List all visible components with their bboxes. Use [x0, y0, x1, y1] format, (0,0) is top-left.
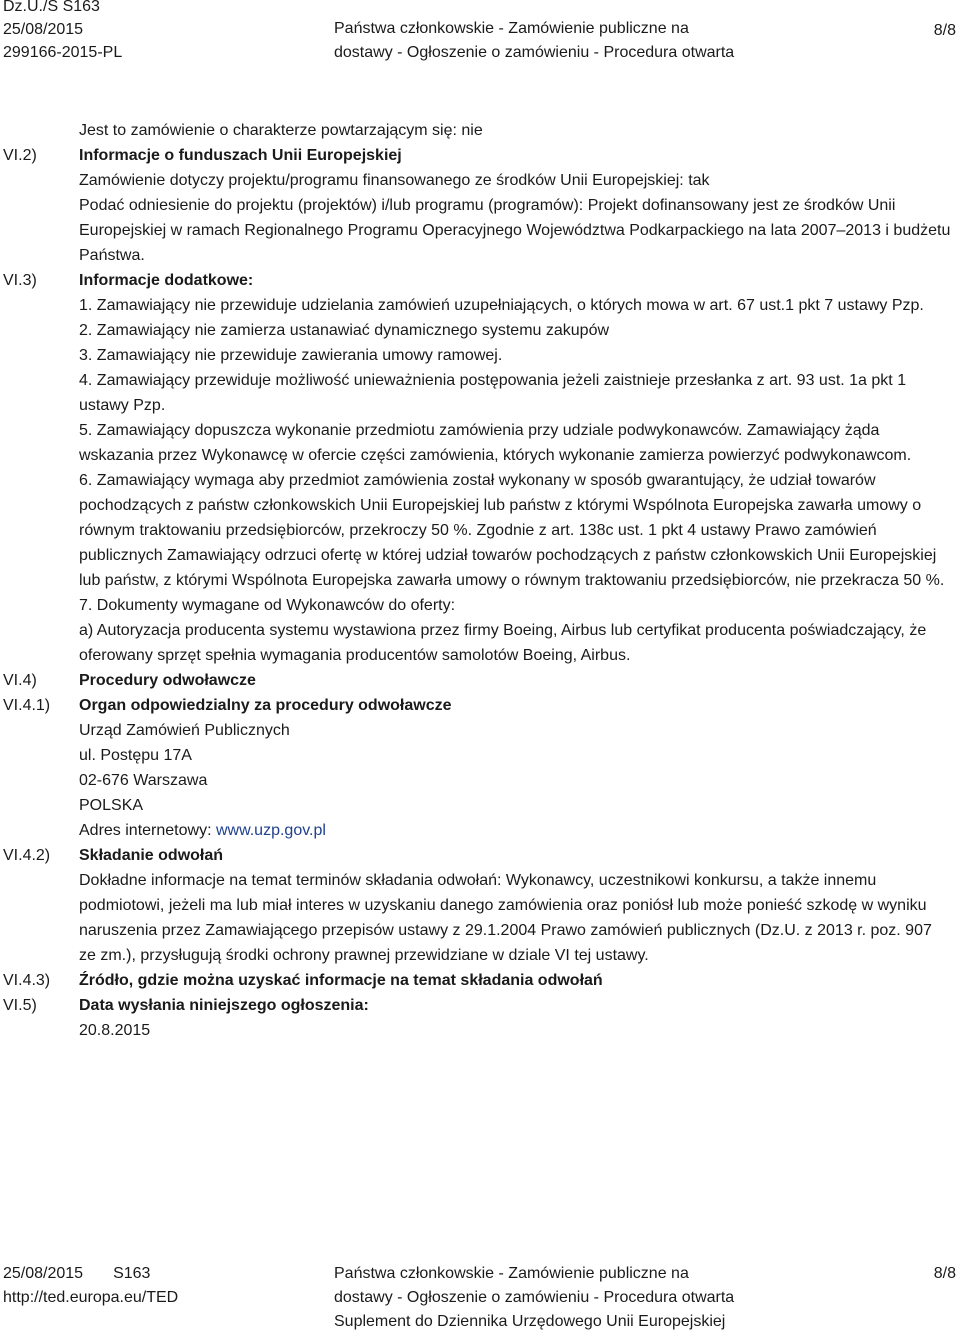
web-label: Adres internetowy:	[79, 822, 216, 839]
section-number: VI.4.1)	[3, 697, 51, 714]
info-item: 6. Zamawiający wymaga aby przedmiot zamówienia został wykonany w sposób gwarantujący, że udział towarów pochodzących z państw członkowskich Unii Europejskiej lub państw z którymi Wspólnota Europejska zawarła umowy o równym traktowaniu przedsiębiorców, przekroczy 50 %. Zgodnie z art. 138c ust. 1 pkt 4 ustawy Prawo zamówień publicznych Zamawiający odrzuci ofertę w której udział towarów pochodzących z państw członkowskich Unii Europejskiej lub państw, z którymi Wspólnota Europejska zawarła umowy o równym traktowaniu przedsiębiorców, nie przekracza 50 %.	[79, 472, 945, 589]
document-content	[0, 118, 960, 1043]
section-vi5	[0, 993, 960, 1043]
page-header	[0, 0, 960, 70]
section-heading: Procedury odwoławcze	[79, 672, 256, 689]
footer-page-number: 8/8	[933, 1265, 956, 1282]
review-body-country: POLSKA	[79, 797, 144, 814]
footer-issue: S163	[113, 1265, 151, 1282]
review-body-name: Urząd Zamówień Publicznych	[79, 722, 290, 739]
section-vi42	[0, 843, 960, 968]
section-vi4	[0, 668, 960, 693]
footer-url[interactable]: http://ted.europa.eu/TED	[3, 1289, 179, 1306]
section-heading: Informacje dodatkowe:	[79, 272, 254, 289]
recurring-text: Jest to zamówienie o charakterze powtarzającym się: nie	[79, 122, 483, 139]
section-vi41	[0, 693, 960, 843]
header-title	[334, 18, 794, 66]
section-number: VI.4.2)	[3, 847, 51, 864]
info-item: 7. Dokumenty wymagane od Wykonawców do oferty:	[79, 597, 456, 614]
header-title-line1: Państwa członkowskie - Zamówienie publiczne na	[334, 20, 689, 37]
info-item: 1. Zamawiający nie przewiduje udzielania zamówień uzupełniających, o których mowa w art. 67 ust.1 pkt 7 ustawy Pzp.	[79, 297, 924, 314]
section-number: VI.4.3)	[3, 972, 51, 989]
section-number: VI.3)	[3, 272, 37, 289]
review-body-city: 02-676 Warszawa	[79, 772, 208, 789]
header-left	[3, 0, 122, 65]
page-footer	[0, 1262, 960, 1334]
section-vi3	[0, 268, 960, 668]
footer-date-issue	[3, 1262, 178, 1286]
header-date: 25/08/2015	[3, 21, 84, 38]
journal-ref: Dz.U./S S163	[3, 0, 100, 15]
eu-funds-line: Zamówienie dotyczy projektu/programu finansowanego ze środków Unii Europejskiej: tak	[79, 172, 710, 189]
section-number: VI.5)	[3, 997, 37, 1014]
header-title-line2: dostawy - Ogłoszenie o zamówieniu - Procedura otwarta	[334, 44, 735, 61]
dispatch-date: 20.8.2015	[79, 1022, 151, 1039]
web-link[interactable]: www.uzp.gov.pl	[215, 822, 326, 839]
footer-title-line3: Suplement do Dziennika Urzędowego Unii Europejskiej	[334, 1313, 726, 1330]
section-number: VI.4)	[3, 672, 37, 689]
section-vi43	[0, 968, 960, 993]
section-heading: Źródło, gdzie można uzyskać informacje na temat składania odwołań	[79, 972, 603, 989]
review-body-web	[79, 818, 951, 843]
info-item: a) Autoryzacja producenta systemu wystawiona przez firmy Boeing, Airbus lub certyfikat producenta poświadczający, że oferowany sprzęt spełnia wymagania producentów samolotów Boeing, Airbus.	[79, 622, 927, 664]
footer-title	[334, 1262, 794, 1334]
review-body-street: ul. Postępu 17A	[79, 747, 192, 764]
footer-date: 25/08/2015	[3, 1265, 84, 1282]
recurring-row	[0, 118, 960, 143]
info-item: 2. Zamawiający nie zamierza ustanawiać dynamicznego systemu zakupów	[79, 322, 610, 339]
header-page-number: 8/8	[933, 22, 956, 39]
eu-project-reference: Podać odniesienie do projektu (projektów) i/lub programu (programów): Projekt dofinansowany jest ze środków Unii Europejskiej w ramach Regionalnego Programu Operacyjnego Województwa Podkarpackiego na lata 2007–2013 i budżetu Państwa.	[79, 197, 951, 264]
footer-title-line1: Państwa członkowskie - Zamówienie publiczne na	[334, 1265, 689, 1282]
notice-id: 299166-2015-PL	[3, 44, 123, 61]
footer-left	[3, 1262, 178, 1310]
section-vi2	[0, 143, 960, 268]
section-heading: Organ odpowiedzialny za procedury odwoławcze	[79, 697, 452, 714]
section-heading: Informacje o funduszach Unii Europejskiej	[79, 147, 402, 164]
section-heading: Składanie odwołań	[79, 847, 224, 864]
section-heading: Data wysłania niniejszego ogłoszenia:	[79, 997, 369, 1014]
info-item: 5. Zamawiający dopuszcza wykonanie przedmiotu zamówienia przy udziale podwykonawców. Zamawiający żąda wskazania przez Wykonawcę w ofercie części zamówienia, których wykonanie zamierza powierzyć podwykonawcom.	[79, 422, 912, 464]
info-item: 4. Zamawiający przewiduje możliwość unieważnienia postępowania jeżeli zaistnieje przesłanka z art. 93 ust. 1a pkt 1 ustawy Pzp.	[79, 372, 907, 414]
footer-title-line2: dostawy - Ogłoszenie o zamówieniu - Procedura otwarta	[334, 1289, 735, 1306]
section-number: VI.2)	[3, 147, 37, 164]
appeals-text: Dokładne informacje na temat terminów składania odwołań: Wykonawcy, uczestnikowi konkursu, a także innemu podmiotowi, jeżeli ma lub miał interes w uzyskaniu danego zamówienia oraz poniósł lub może ponieść szkodę w wyniku naruszenia przez Zamawiającego przepisów ustawy z 29.1.2004 Prawo zamówień publicznych (Dz.U. z 2013 r. poz. 907 ze zm.), przysługują środki ochrony prawnej przewidziane w dziale VI tej ustawy.	[79, 872, 932, 964]
info-item: 3. Zamawiający nie przewiduje zawierania umowy ramowej.	[79, 347, 503, 364]
